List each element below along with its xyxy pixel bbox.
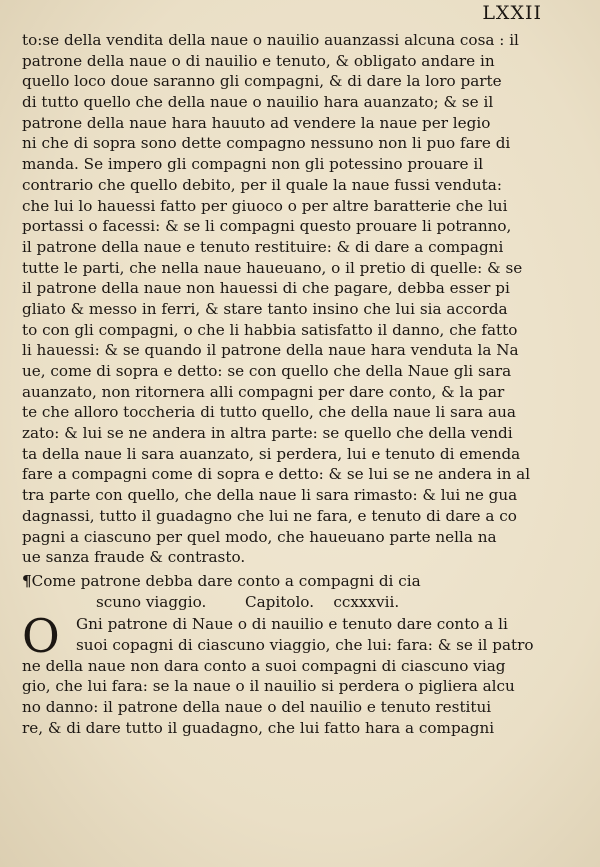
drop-cap: O [22, 609, 60, 664]
text-line: il patrone della naue e tenuto restituire: & di dare a compagni [22, 237, 504, 256]
chapter-text [22, 30, 552, 568]
heading-line: scuno viaggio. Capitolo. ccxxxvii. [96, 592, 400, 611]
text-line: no danno: il patrone della naue o del nauilio e tenuto restitui [22, 698, 492, 716]
text-line: ni che di sopra sono dette compagno nessuno non li puo fare di [22, 134, 511, 153]
text-line: tutte le parti, che nella naue haueuano, o il pretio di quelle: & se [22, 258, 523, 277]
text-line: Gni patrone di Naue o di nauilio e tenuto dare conto a li [76, 615, 508, 634]
text-block [22, 30, 552, 738]
chapter-body-lines [22, 609, 552, 738]
text-line: to con gli compagni, o che li habbia satisfatto il danno, che fatto [22, 320, 518, 339]
text-line: gio, che lui fara: se la naue o il nauilio si perdera o pigliera alcu [22, 677, 515, 696]
text-line: patrone della naue hara hauuto ad vendere la naue per legio [22, 113, 491, 132]
pilcrow-mark: ¶ [22, 571, 32, 590]
text-line: contrario che quello debito, per il quale la naue fussi venduta: [22, 175, 502, 194]
heading-line [22, 571, 552, 592]
text-line: te che alloro toccheria di tutto quello, che della naue li sara aua [22, 403, 516, 422]
text-line: che lui lo hauessi fatto per giuoco o per altre baratterie che lui [22, 196, 508, 215]
text-line: gliato & messo in ferri, & stare tanto insino che lui sia accorda [22, 299, 508, 318]
text-line: manda. Se impero gli compagni non gli potessino prouare il [22, 155, 484, 174]
text-line: zato: & lui se ne andera in altra parte: se quello che della vendi [22, 424, 513, 443]
text-line: suoi copagni di ciascuno viaggio, che lui: fara: & se il patro [76, 635, 534, 654]
text-line: pagni a ciascuno per quel modo, che haueuano parte nella na [22, 527, 497, 546]
folio-number: LXXII [482, 2, 542, 24]
text-line: ne della naue non dara conto a suoi compagni di ciascuno viag [22, 656, 506, 675]
heading-text: Come patrone debba dare conto a compagni di cia [31, 571, 421, 590]
text-line: li hauessi: & se quando il patrone della naue hara venduta la Na [22, 341, 519, 360]
text-line: quello loco doue saranno gli compagni, & di dare la loro parte [22, 72, 502, 91]
chapter-body [22, 609, 552, 738]
text-line: patrone della naue o di nauilio e tenuto, & obligato andare in [22, 51, 495, 70]
chapter-heading [22, 571, 552, 612]
text-line: fare a compagni come di sopra e detto: & se lui se ne andera in al [22, 465, 531, 484]
text-line: di tutto quello che della naue o nauilio hara auanzato; & se il [22, 93, 494, 112]
text-line: dagnassi, tutto il guadagno che lui ne fara, e tenuto di dare a co [22, 506, 517, 525]
text-line: tra parte con quello, che della naue li sara rimasto: & lui ne gua [22, 486, 518, 505]
text-line: portassi o facessi: & se li compagni questo prouare li potranno, [22, 217, 512, 236]
text-line: to:se della vendita della naue o nauilio auanzassi alcuna cosa : il [22, 31, 519, 49]
text-line: il patrone della naue non hauessi di che pagare, debba esser pi [22, 279, 510, 298]
text-line: ue sanza fraude & contrasto. [22, 548, 246, 567]
text-line: ue, come di sopra e detto: se con quello che della Naue gli sara [22, 362, 512, 380]
text-line: re, & di dare tutto il guadagno, che lui fatto hara a compagni [22, 718, 495, 737]
text-line: auanzato, non ritornera alli compagni per dare conto, & la par [22, 382, 505, 401]
text-line: ta della naue li sara auanzato, si perdera, lui e tenuto di emenda [22, 444, 521, 463]
